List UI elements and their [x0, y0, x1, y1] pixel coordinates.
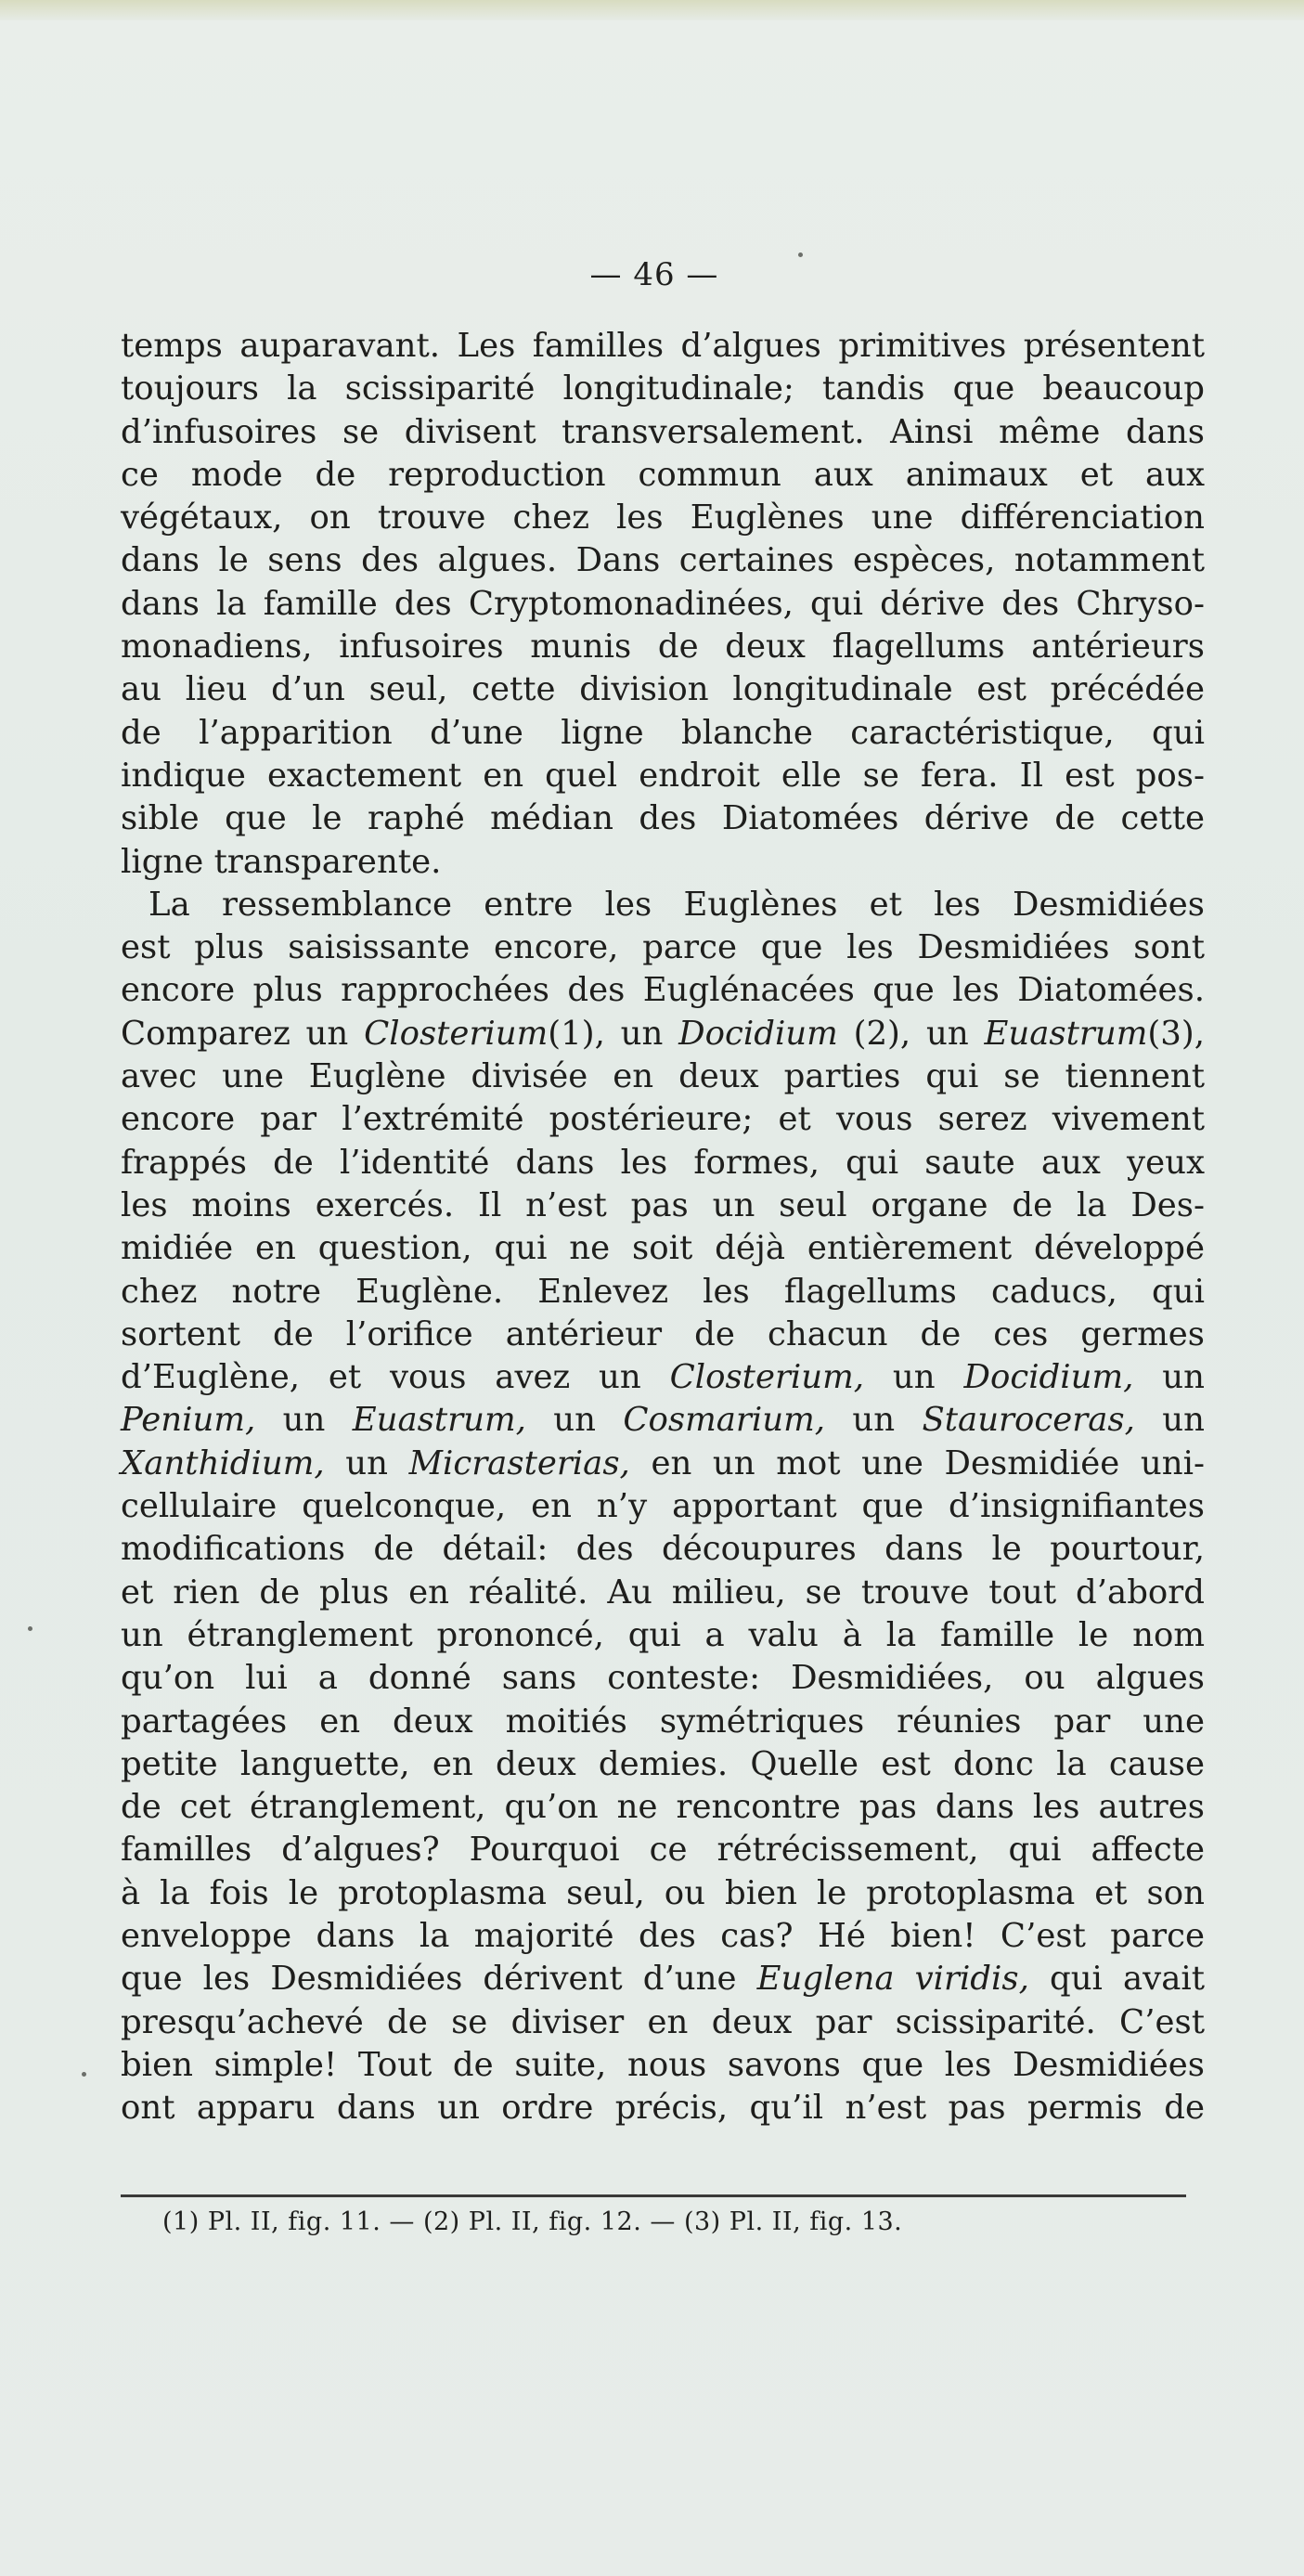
text-run: Comparez un — [121, 1014, 365, 1053]
text-line: bien simple! Tout de suite, nous savons que les Desmidiées — [121, 2045, 1205, 2084]
text-run: un — [255, 1401, 353, 1440]
taxon-name: Stauroceras, — [922, 1401, 1135, 1440]
taxon-name: Euastrum, — [352, 1401, 526, 1440]
page-number: — 46 — — [589, 256, 719, 293]
text-line: de l’apparition d’une ligne blanche caractéristique, qui — [121, 713, 1205, 752]
text-line: partagées en deux moitiés symétriques réunies par une — [121, 1702, 1205, 1741]
text-line: familles d’algues? Pourquoi ce rétrécissement, qui affecte — [121, 1831, 1205, 1870]
text-run: un — [1134, 1401, 1205, 1440]
text-line: modifications de détail: des découpures dans le pourtour, — [121, 1530, 1205, 1569]
body-text — [121, 325, 1205, 2129]
text-line: ont apparu dans un ordre précis, qu’il n’est pas permis de — [121, 2089, 1205, 2128]
taxon-name: Euglena viridis, — [756, 1960, 1029, 1999]
text-line: est plus saisissante encore, parce que les Desmidiées sont — [121, 928, 1205, 967]
taxon-name: Penium, — [121, 1401, 256, 1440]
page-top-edge — [0, 0, 1304, 20]
taxon-name: Euastrum — [984, 1014, 1148, 1053]
text-line: et rien de plus en réalité. Au milieu, se trouve tout d’abord — [121, 1573, 1205, 1612]
text-line: ce mode de reproduction commun aux animaux et aux — [121, 455, 1205, 494]
paper-speck — [28, 1626, 32, 1631]
text-line — [121, 1958, 1205, 2000]
text-line: cellulaire quelconque, en n’y apportant que d’insignifiantes — [121, 1487, 1205, 1526]
text-line: encore plus rapprochées des Euglénacées que les Diatomées. — [121, 971, 1205, 1010]
text-line: toujours la scissiparité longitudinale; tandis que beaucoup — [121, 369, 1205, 408]
footnote-references: (1) Pl. II, fig. 11. — (2) Pl. II, fig. 12. — (3) Pl. II, fig. 13. — [162, 2207, 903, 2236]
text-run: un — [864, 1358, 964, 1397]
text-line — [121, 1356, 1205, 1399]
taxon-name: Xanthidium, — [121, 1443, 325, 1482]
text-line: d’infusoires se divisent transversalement. Ainsi même dans — [121, 412, 1205, 451]
text-line: sible que le raphé médian des Diatomées dérive de cette — [121, 799, 1205, 838]
text-run: (3), — [1147, 1014, 1205, 1053]
text-line: monadiens, infusoires munis de deux flagellums antérieurs — [121, 628, 1205, 667]
paragraph-start-line: La ressemblance entre les Euglènes et les Desmidiées — [148, 885, 1205, 924]
text-run: un — [1133, 1358, 1205, 1397]
text-line: un étranglement prononcé, qui a valu à la famille le nom — [121, 1615, 1205, 1654]
text-line: petite languette, en deux demies. Quelle est donc la cause — [121, 1744, 1205, 1783]
text-run: en un mot une Desmidiée uni- — [629, 1443, 1205, 1482]
text-line: de cet étranglement, qu’on ne rencontre pas dans les autres — [121, 1788, 1205, 1827]
paper-speck — [82, 2072, 86, 2077]
paper-speck — [798, 252, 803, 257]
text-line: frappés de l’identité dans les formes, qui saute aux yeux — [121, 1143, 1205, 1182]
text-line: enveloppe dans la majorité des cas? Hé bien! C’est parce — [121, 1916, 1205, 1955]
text-line: avec une Euglène divisée en deux parties qui se tiennent — [121, 1057, 1205, 1096]
text-line — [121, 1399, 1205, 1442]
text-line: midiée en question, qui ne soit déjà entièrement développé — [121, 1229, 1205, 1268]
text-line: végétaux, on trouve chez les Euglènes une différenciation — [121, 498, 1205, 537]
taxon-name: Docidium — [678, 1014, 838, 1053]
text-run: (1), un — [548, 1014, 679, 1053]
text-line: qu’on lui a donné sans conteste: Desmidiées, ou algues — [121, 1659, 1205, 1698]
text-line: à la fois le protoplasma seul, ou bien le protoplasma et son — [121, 1873, 1205, 1912]
text-line: chez notre Euglène. Enlevez les flagellums caducs, qui — [121, 1272, 1205, 1311]
text-run: un — [525, 1401, 624, 1440]
text-run: (2), un — [837, 1014, 985, 1053]
text-line: dans le sens des algues. Dans certaines espèces, notamment — [121, 541, 1205, 580]
taxon-name: Docidium, — [963, 1358, 1134, 1397]
text-run: que les Desmidiées dérivent d’une — [121, 1960, 757, 1999]
taxon-name: Cosmarium, — [623, 1401, 826, 1440]
paragraph-end-line: ligne transparente. — [121, 842, 442, 881]
text-line: au lieu d’un seul, cette division longitudinale est précédée — [121, 670, 1205, 709]
taxon-name: Closterium, — [669, 1358, 865, 1397]
text-line: sortent de l’orifice antérieur de chacun de ces germes — [121, 1314, 1205, 1353]
text-run: qui avait — [1028, 1960, 1205, 1999]
text-line: indique exactement en quel endroit elle se fera. Il est pos- — [121, 756, 1205, 795]
text-line: dans la famille des Cryptomonadinées, qui dérive des Chryso- — [121, 584, 1205, 623]
text-line: presqu’achevé de se diviser en deux par scissiparité. C’est — [121, 2002, 1205, 2041]
text-line — [121, 1013, 1205, 1055]
taxon-name: Micrasterias, — [408, 1443, 630, 1482]
text-run: d’Euglène, et vous avez un — [121, 1358, 670, 1397]
text-run: un — [825, 1401, 923, 1440]
text-line: encore par l’extrémité postérieure; et vous serez vivement — [121, 1100, 1205, 1139]
footnote-rule — [121, 2194, 1186, 2197]
text-run: un — [324, 1443, 409, 1482]
taxon-name: Closterium — [364, 1014, 549, 1053]
text-line — [121, 1443, 1205, 1485]
text-line: temps auparavant. Les familles d’algues primitives présentent — [121, 327, 1205, 365]
text-line: les moins exercés. Il n’est pas un seul organe de la Des- — [121, 1185, 1205, 1224]
